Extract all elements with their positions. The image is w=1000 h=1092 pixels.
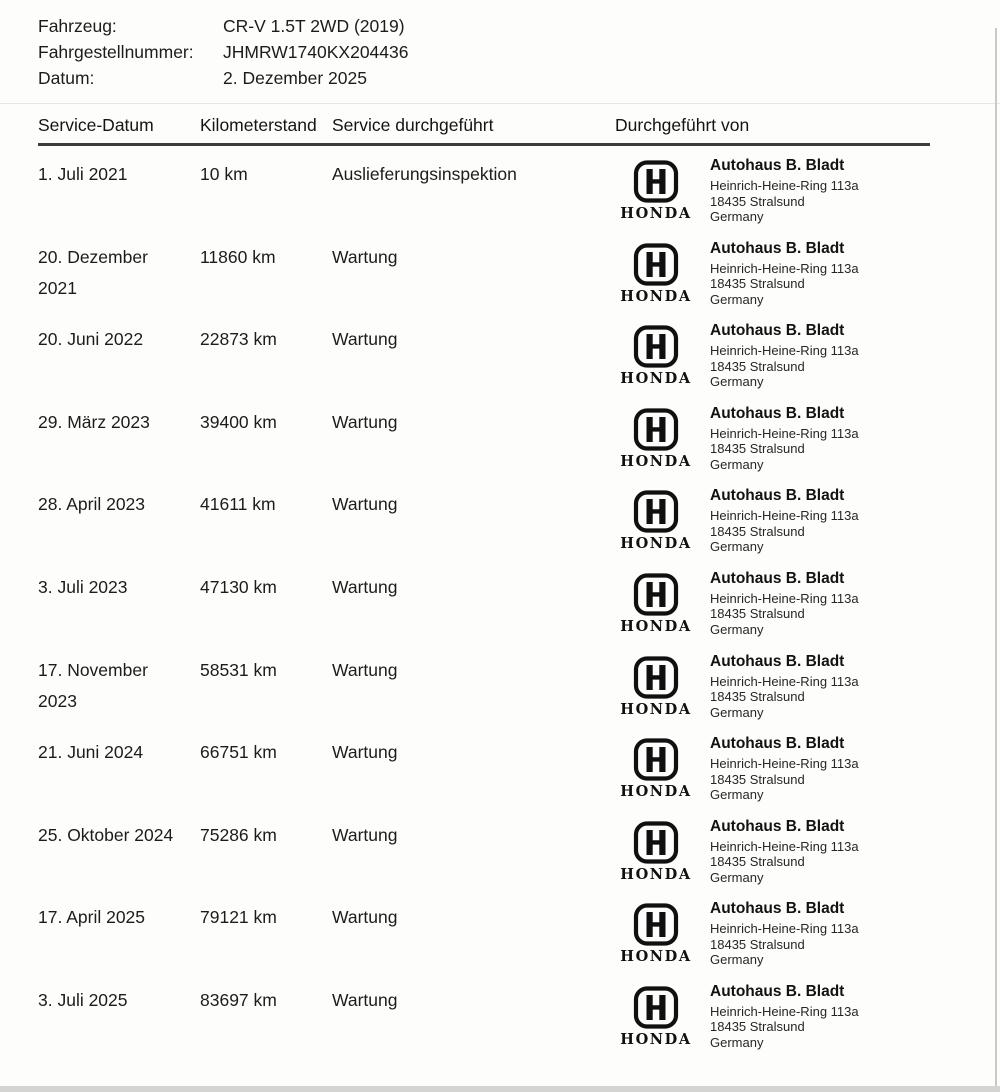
dealer-info bbox=[697, 156, 859, 225]
dealer-street: Heinrich-Heine-Ring 113a bbox=[710, 590, 859, 606]
performed-by-cell bbox=[615, 404, 1000, 473]
performed-by-cell bbox=[615, 321, 1000, 390]
kilometerstand-cell: 11860 km bbox=[200, 246, 276, 267]
honda-h-icon bbox=[633, 903, 679, 946]
honda-logo bbox=[615, 156, 697, 222]
vehicle-label: Fahrzeug: bbox=[38, 16, 117, 36]
dealer-street: Heinrich-Heine-Ring 113a bbox=[710, 921, 859, 937]
dealer-country: Germany bbox=[710, 1034, 764, 1050]
service-date-cell: 17. April 2025 bbox=[38, 907, 146, 928]
honda-wordmark: HONDA bbox=[620, 370, 692, 388]
dealer-name: Autohaus B. Bladt bbox=[710, 735, 845, 753]
service-performed-cell: Wartung bbox=[332, 659, 398, 680]
dealer-country: Germany bbox=[710, 539, 764, 555]
service-date-cell: 21. Juni 2024 bbox=[38, 742, 144, 763]
honda-h-icon bbox=[633, 408, 679, 451]
table-row bbox=[0, 652, 1000, 735]
header-performed-by: Durchgeführt von bbox=[615, 115, 750, 135]
service-performed-cell: Wartung bbox=[332, 742, 398, 763]
honda-wordmark: HONDA bbox=[620, 535, 692, 553]
dealer-name: Autohaus B. Bladt bbox=[710, 404, 845, 422]
dealer-info bbox=[697, 321, 859, 390]
dealer-country: Germany bbox=[710, 374, 764, 390]
honda-logo bbox=[615, 321, 697, 387]
table-row bbox=[0, 734, 1000, 817]
table-header-row bbox=[0, 104, 1000, 136]
service-date-cell: 29. März 2023 bbox=[38, 411, 150, 432]
honda-logo bbox=[615, 404, 697, 470]
honda-logo bbox=[615, 569, 697, 635]
dealer-country: Germany bbox=[710, 209, 764, 224]
service-date-cell: 1. Juli 2021 bbox=[38, 164, 128, 184]
header-service-performed: Service durchgeführt bbox=[332, 115, 494, 135]
dealer-city: 18435 Stralsund bbox=[710, 854, 805, 870]
honda-logo bbox=[615, 652, 697, 718]
service-date-cell: 3. Juli 2023 bbox=[38, 576, 128, 597]
service-performed-cell: Wartung bbox=[332, 907, 398, 928]
honda-wordmark: HONDA bbox=[620, 700, 692, 718]
dealer-country: Germany bbox=[710, 869, 764, 885]
dealer-info bbox=[697, 239, 859, 308]
honda-h-icon bbox=[633, 738, 679, 781]
honda-wordmark: HONDA bbox=[620, 948, 692, 966]
table-row bbox=[0, 899, 1000, 982]
dealer-street: Heinrich-Heine-Ring 113a bbox=[710, 425, 859, 441]
vin-info-row bbox=[38, 39, 1000, 65]
service-date-cell: 20. Dezember 2021 bbox=[38, 246, 148, 298]
dealer-street: Heinrich-Heine-Ring 113a bbox=[710, 756, 859, 772]
performed-by-cell bbox=[615, 156, 1000, 225]
page-bottom-edge bbox=[0, 1086, 1000, 1092]
kilometerstand-cell: 22873 km bbox=[200, 329, 277, 350]
kilometerstand-cell: 79121 km bbox=[200, 907, 277, 928]
table-row bbox=[0, 569, 1000, 652]
service-performed-cell: Wartung bbox=[332, 989, 398, 1010]
table-row bbox=[0, 817, 1000, 900]
service-date-cell: 25. Oktober 2024 bbox=[38, 824, 174, 845]
service-performed-cell: Wartung bbox=[332, 246, 398, 267]
dealer-country: Germany bbox=[710, 621, 764, 637]
performed-by-cell bbox=[615, 982, 1000, 1051]
honda-h-icon bbox=[633, 986, 679, 1029]
vehicle-info bbox=[0, 0, 1000, 91]
dealer-city: 18435 Stralsund bbox=[710, 771, 805, 787]
service-performed-cell: Wartung bbox=[332, 494, 398, 515]
dealer-street: Heinrich-Heine-Ring 113a bbox=[710, 508, 859, 524]
kilometerstand-cell: 58531 km bbox=[200, 659, 277, 680]
honda-logo bbox=[615, 899, 697, 965]
honda-wordmark: HONDA bbox=[620, 865, 692, 883]
dealer-city: 18435 Stralsund bbox=[710, 358, 805, 374]
dealer-info bbox=[697, 486, 859, 555]
table-row bbox=[0, 982, 1000, 1065]
honda-h-icon bbox=[633, 573, 679, 616]
kilometerstand-cell: 41611 km bbox=[200, 494, 276, 515]
dealer-name: Autohaus B. Bladt bbox=[710, 569, 845, 587]
date-label: Datum: bbox=[38, 68, 95, 88]
honda-wordmark: HONDA bbox=[620, 1030, 692, 1048]
dealer-name: Autohaus B. Bladt bbox=[710, 982, 845, 1000]
performed-by-cell bbox=[615, 239, 1000, 308]
dealer-street: Heinrich-Heine-Ring 113a bbox=[710, 673, 859, 689]
table-row bbox=[0, 321, 1000, 404]
dealer-street: Heinrich-Heine-Ring 113a bbox=[710, 1003, 859, 1019]
performed-by-cell bbox=[615, 734, 1000, 803]
honda-wordmark: HONDA bbox=[620, 205, 692, 222]
service-performed-cell: Wartung bbox=[332, 824, 398, 845]
dealer-country: Germany bbox=[710, 952, 764, 968]
vin-label: Fahrgestellnummer: bbox=[38, 42, 194, 62]
page-right-edge bbox=[995, 28, 997, 1092]
dealer-name: Autohaus B. Bladt bbox=[710, 652, 845, 670]
honda-logo bbox=[615, 486, 697, 552]
service-date-cell: 3. Juli 2025 bbox=[38, 989, 128, 1010]
service-performed-cell: Wartung bbox=[332, 411, 398, 432]
dealer-country: Germany bbox=[710, 291, 764, 307]
vehicle-info-row bbox=[38, 13, 1000, 39]
dealer-street: Heinrich-Heine-Ring 113a bbox=[710, 343, 859, 359]
honda-logo bbox=[615, 734, 697, 800]
kilometerstand-cell: 75286 km bbox=[200, 824, 277, 845]
dealer-name: Autohaus B. Bladt bbox=[710, 487, 845, 505]
service-date-cell: 28. April 2023 bbox=[38, 494, 146, 515]
honda-wordmark: HONDA bbox=[620, 452, 692, 470]
service-date-cell: 20. Juni 2022 bbox=[38, 329, 144, 350]
service-performed-cell: Auslieferungsinspektion bbox=[332, 164, 517, 184]
header-kilometerstand: Kilometerstand bbox=[200, 115, 317, 135]
dealer-name: Autohaus B. Bladt bbox=[710, 900, 845, 918]
dealer-name: Autohaus B. Bladt bbox=[710, 817, 845, 835]
dealer-city: 18435 Stralsund bbox=[710, 523, 805, 539]
dealer-name: Autohaus B. Bladt bbox=[710, 239, 845, 257]
performed-by-cell bbox=[615, 652, 1000, 721]
honda-h-icon bbox=[633, 325, 679, 368]
table-row bbox=[0, 156, 1000, 239]
dealer-info bbox=[697, 817, 859, 886]
kilometerstand-cell: 83697 km bbox=[200, 989, 277, 1010]
date-value: 2. Dezember 2025 bbox=[223, 68, 367, 88]
performed-by-cell bbox=[615, 569, 1000, 638]
honda-h-icon bbox=[633, 656, 679, 699]
kilometerstand-cell: 66751 km bbox=[200, 742, 277, 763]
dealer-country: Germany bbox=[710, 456, 764, 472]
dealer-info bbox=[697, 569, 859, 638]
table-row bbox=[0, 404, 1000, 487]
dealer-info bbox=[697, 652, 859, 721]
kilometerstand-cell: 39400 km bbox=[200, 411, 277, 432]
honda-h-icon bbox=[633, 243, 679, 286]
kilometerstand-cell: 47130 km bbox=[200, 576, 277, 597]
dealer-name: Autohaus B. Bladt bbox=[710, 157, 845, 174]
service-performed-cell: Wartung bbox=[332, 329, 398, 350]
honda-wordmark: HONDA bbox=[620, 617, 692, 635]
vin-value: JHMRW1740KX204436 bbox=[223, 42, 409, 62]
header-service-date: Service-Datum bbox=[38, 115, 154, 135]
honda-logo bbox=[615, 239, 697, 305]
dealer-city: 18435 Stralsund bbox=[710, 441, 805, 457]
table-row bbox=[0, 239, 1000, 322]
dealer-country: Germany bbox=[710, 787, 764, 803]
dealer-city: 18435 Stralsund bbox=[710, 606, 805, 622]
vehicle-value: CR-V 1.5T 2WD (2019) bbox=[223, 16, 405, 36]
dealer-city: 18435 Stralsund bbox=[710, 276, 805, 292]
performed-by-cell bbox=[615, 486, 1000, 555]
service-history-table bbox=[0, 103, 1000, 1065]
dealer-city: 18435 Stralsund bbox=[710, 193, 805, 209]
table-body bbox=[0, 146, 1000, 1065]
service-date-cell: 17. November 2023 bbox=[38, 659, 148, 711]
date-info-row bbox=[38, 65, 1000, 91]
dealer-street: Heinrich-Heine-Ring 113a bbox=[710, 838, 859, 854]
dealer-info bbox=[697, 899, 859, 968]
dealer-info bbox=[697, 982, 859, 1051]
dealer-city: 18435 Stralsund bbox=[710, 936, 805, 952]
honda-wordmark: HONDA bbox=[620, 287, 692, 305]
dealer-info bbox=[697, 404, 859, 473]
dealer-info bbox=[697, 734, 859, 803]
honda-h-icon bbox=[633, 490, 679, 533]
dealer-street: Heinrich-Heine-Ring 113a bbox=[710, 260, 859, 276]
honda-logo bbox=[615, 982, 697, 1048]
honda-wordmark: HONDA bbox=[620, 783, 692, 801]
dealer-name: Autohaus B. Bladt bbox=[710, 322, 845, 340]
honda-h-icon bbox=[633, 160, 679, 203]
table-row bbox=[0, 486, 1000, 569]
honda-h-icon bbox=[633, 821, 679, 864]
dealer-city: 18435 Stralsund bbox=[710, 1019, 805, 1035]
performed-by-cell bbox=[615, 817, 1000, 886]
dealer-street: Heinrich-Heine-Ring 113a bbox=[710, 178, 859, 193]
service-performed-cell: Wartung bbox=[332, 576, 398, 597]
dealer-city: 18435 Stralsund bbox=[710, 689, 805, 705]
dealer-country: Germany bbox=[710, 704, 764, 720]
honda-logo bbox=[615, 817, 697, 883]
kilometerstand-cell: 10 km bbox=[200, 164, 248, 184]
performed-by-cell bbox=[615, 899, 1000, 968]
